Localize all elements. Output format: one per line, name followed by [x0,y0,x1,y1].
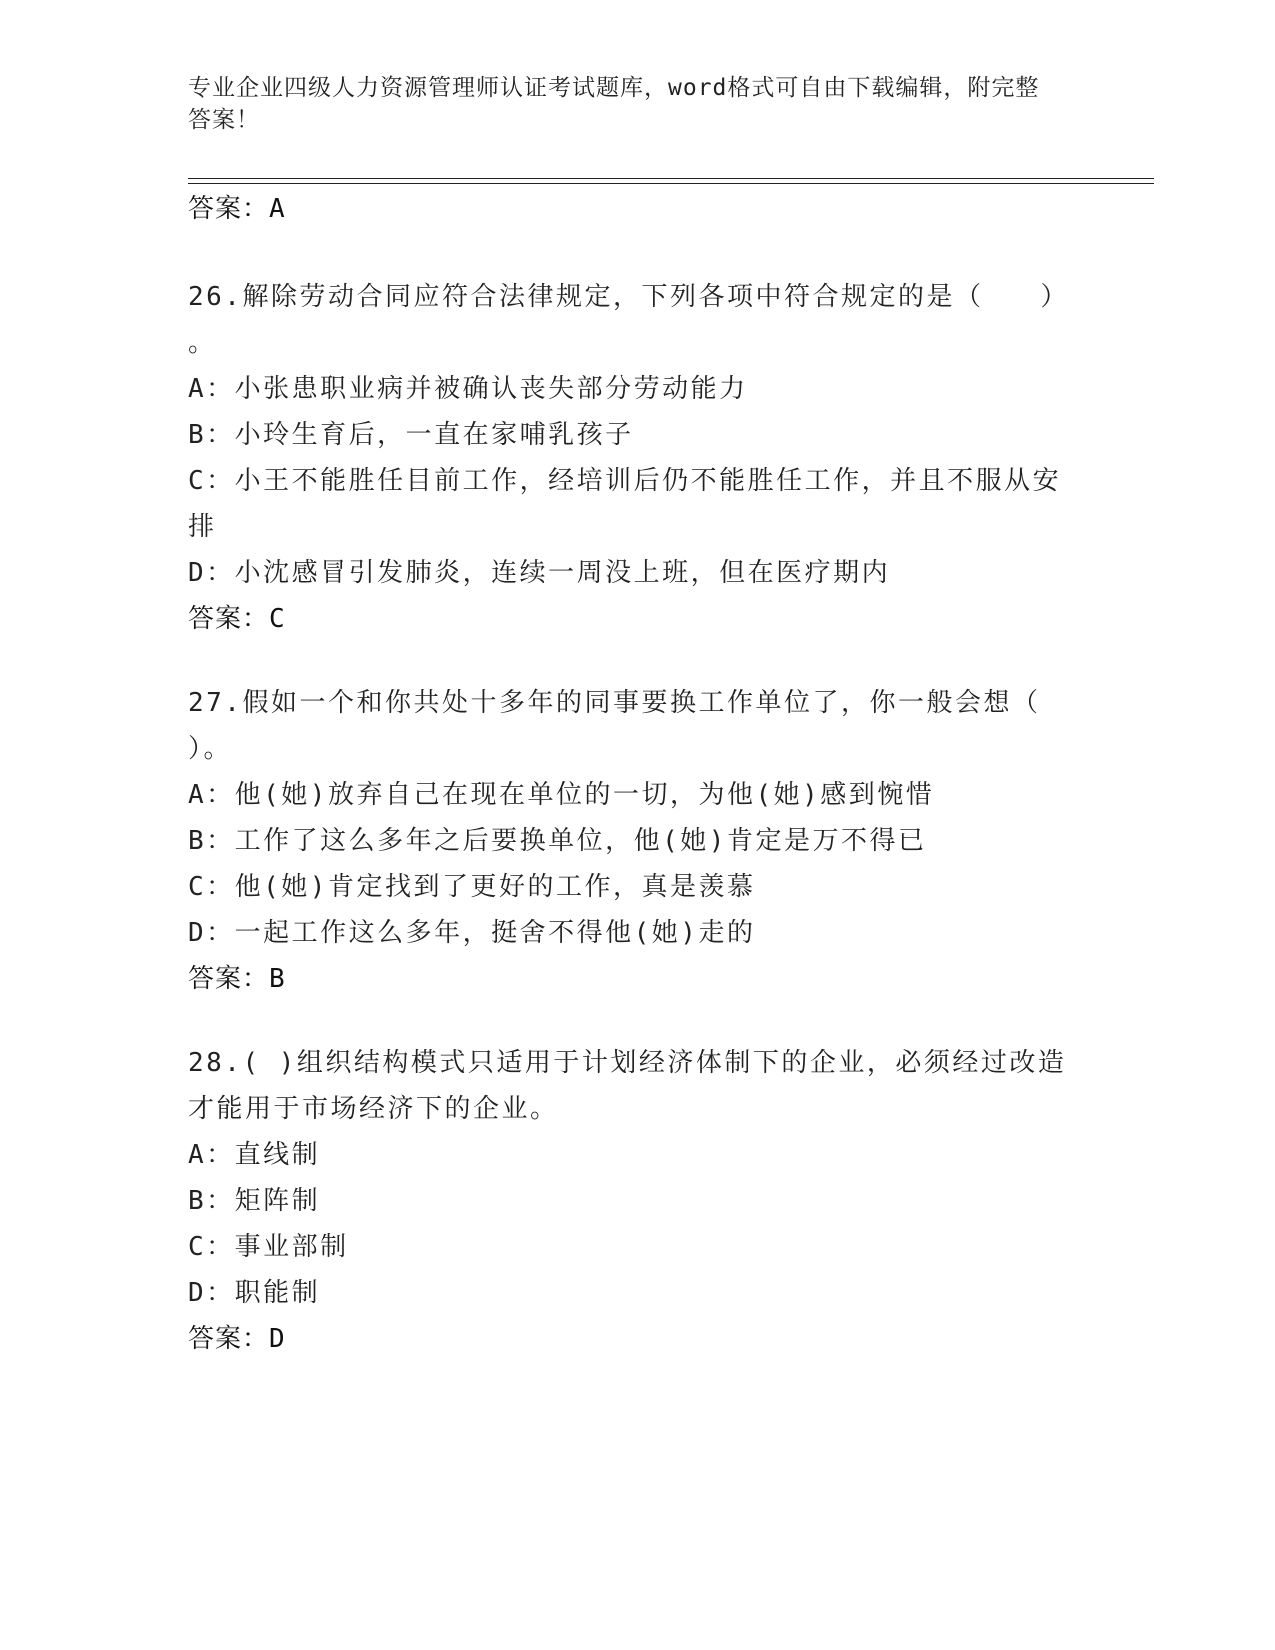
option-b: B：工作了这么多年之后要换单位，他(她)肯定是万不得已 [188,826,927,856]
question-text-line: 才能用于市场经济下的企业。 [188,1094,559,1124]
option-d: D：一起工作这么多年，挺舍不得他(她)走的 [188,918,756,948]
header-rule-bottom [188,183,1154,184]
answer-previous: 答案：A [188,194,286,224]
question-28 [188,1040,1088,1362]
header-rule-top [188,178,1154,179]
option-a: A：他(她)放弃自己在现在单位的一切，为他(她)感到惋惜 [188,780,935,810]
option-d: D：职能制 [188,1278,321,1308]
header-line-1: 专业企业四级人力资源管理师认证考试题库，word格式可自由下载编辑，附完整 [188,75,1040,101]
question-text-line: ）。 [188,734,233,764]
page-header [188,72,1068,136]
question-text-line: 26.解除劳动合同应符合法律规定，下列各项中符合规定的是（ ） [188,282,1069,312]
question-text-line: 。 [188,328,217,358]
answer: 答案：B [188,964,286,994]
header-line-2: 答案！ [188,107,260,133]
option-c: C：他(她)肯定找到了更好的工作，真是羡慕 [188,872,756,902]
option-c: C：事业部制 [188,1232,349,1262]
question-text-line: 28.( )组织结构模式只适用于计划经济体制下的企业，必须经过改造 [188,1048,1067,1078]
option-a: A：直线制 [188,1140,321,1170]
question-27 [188,680,1088,1002]
option-c: C：小王不能胜任目前工作，经培训后仍不能胜任工作，并且不服从安 [188,466,1062,496]
question-text-line: 27.假如一个和你共处十多年的同事要换工作单位了，你一般会想（ [188,688,1041,718]
question-26 [188,274,1088,642]
option-b: B：矩阵制 [188,1186,321,1216]
option-b: B：小玲生育后，一直在家哺乳孩子 [188,420,634,450]
option-a: A：小张患职业病并被确认丧失部分劳动能力 [188,374,748,404]
answer: 答案：D [188,1324,286,1354]
answer: 答案：C [188,604,286,634]
option-d: D：小沈感冒引发肺炎，连续一周没上班，但在医疗期内 [188,558,891,588]
option-c-continued: 排 [188,512,217,542]
